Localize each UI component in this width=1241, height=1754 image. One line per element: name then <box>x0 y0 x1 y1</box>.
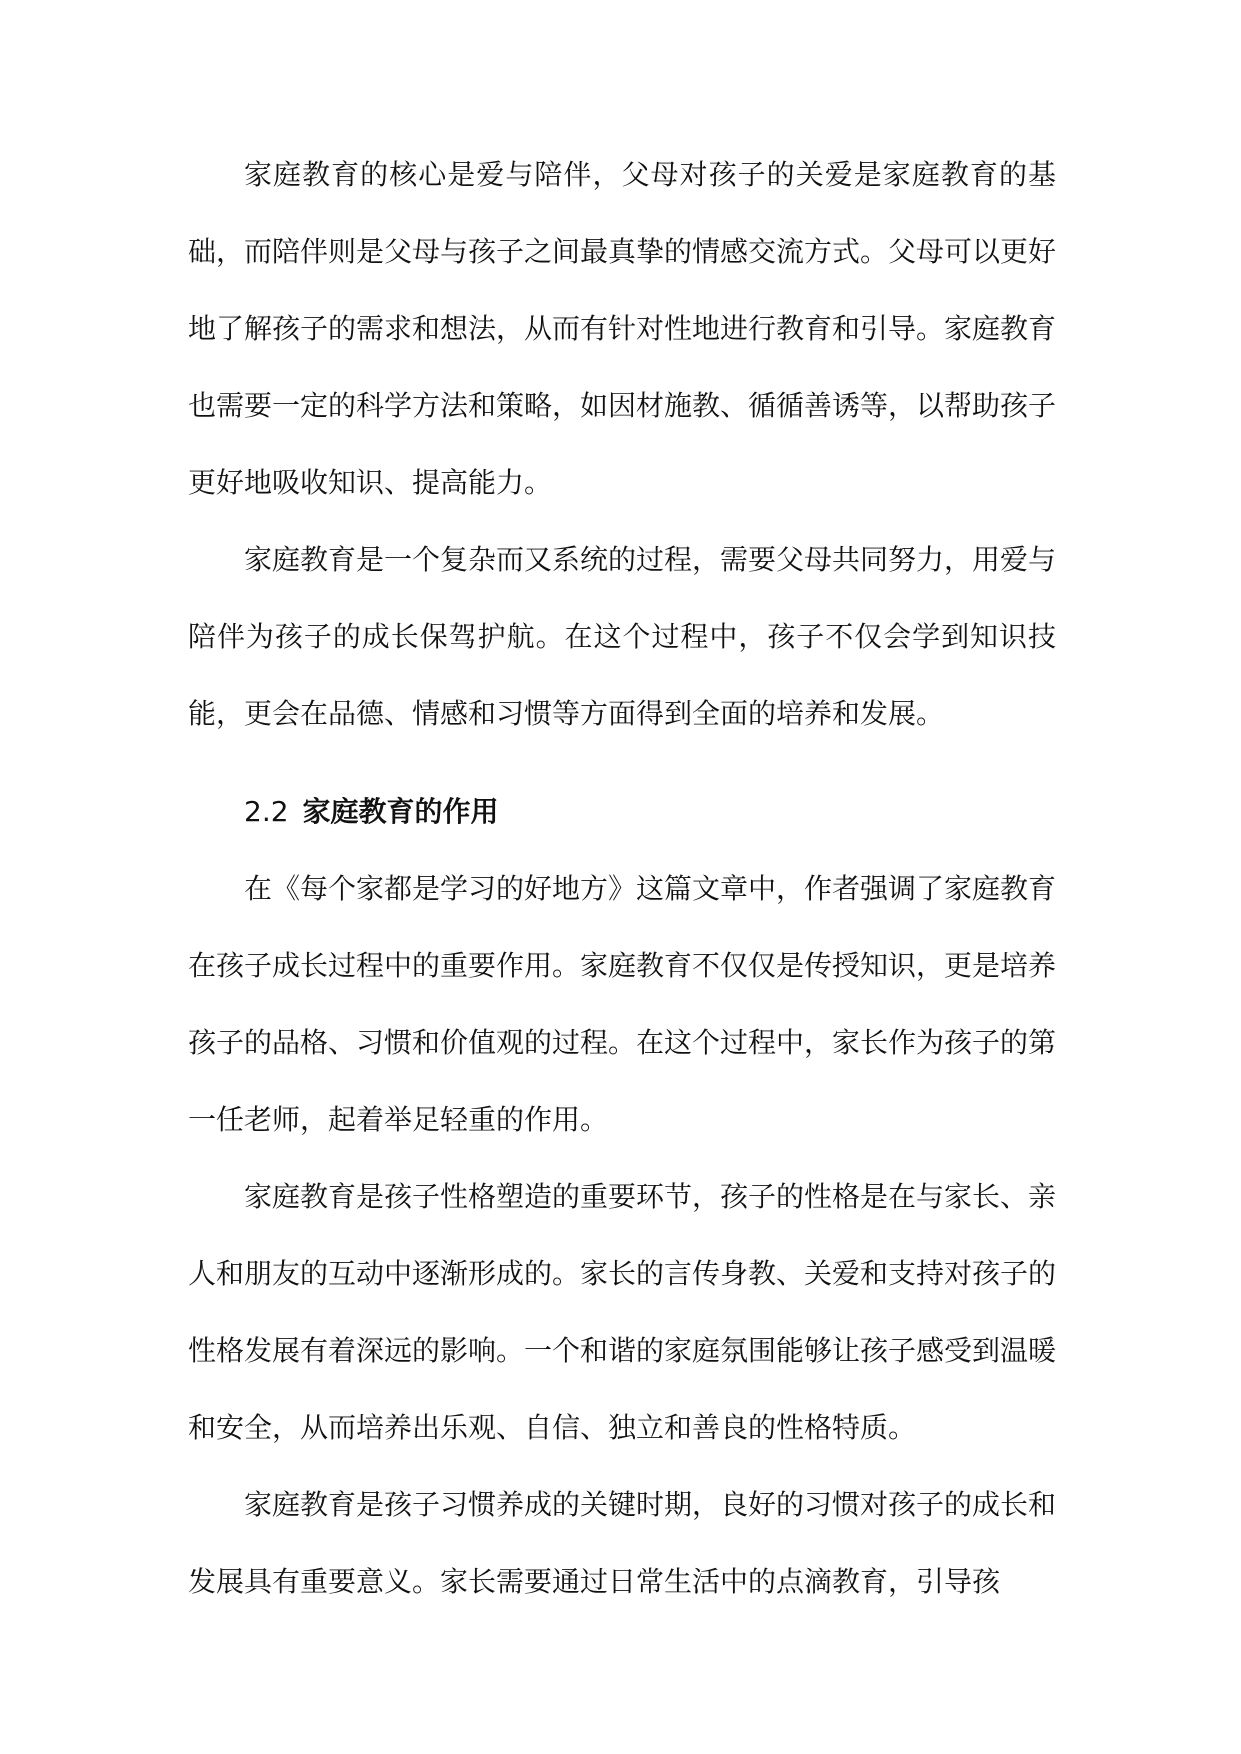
paragraph: 家庭教育是孩子习惯养成的关键时期，良好的习惯对孩子的成长和发展具有重要意义。家长需要通过日常生活中的点滴教育，引导孩 <box>188 1488 1057 1598</box>
paragraph: 家庭教育的核心是爱与陪伴，父母对孩子的关爱是家庭教育的基础，而陪伴则是父母与孩子之间最真挚的情感交流方式。父母可以更好地了解孩子的需求和想法，从而有针对性地进行教育和引导。家庭教育也需要一定的科学方法和策略，如因材施教、循循善诱等，以帮助孩子更好地吸收知识、提高能力。 <box>188 158 1057 499</box>
document-body <box>188 136 1056 1620</box>
paragraph: 家庭教育是孩子性格塑造的重要环节，孩子的性格是在与家长、亲人和朋友的互动中逐渐形成的。家长的言传身教、关爱和支持对孩子的性格发展有着深远的影响。一个和谐的家庭氛围能够让孩子感受到温暖和安全，从而培养出乐观、自信、独立和善良的性格特质。 <box>188 1180 1057 1444</box>
paragraph: 在《每个家都是学习的好地方》这篇文章中，作者强调了家庭教育在孩子成长过程中的重要作用。家庭教育不仅仅是传授知识，更是培养孩子的品格、习惯和价值观的过程。在这个过程中，家长作为孩子的第一任老师，起着举足轻重的作用。 <box>188 872 1057 1136</box>
section-title: 家庭教育的作用 <box>302 795 499 828</box>
paragraph: 家庭教育是一个复杂而又系统的过程，需要父母共同努力，用爱与陪伴为孩子的成长保驾护航。在这个过程中，孩子不仅会学到知识技能，更会在品德、情感和习惯等方面得到全面的培养和发展。 <box>188 543 1057 730</box>
section-number: 2.2 <box>244 795 289 828</box>
section-heading <box>188 773 1056 850</box>
